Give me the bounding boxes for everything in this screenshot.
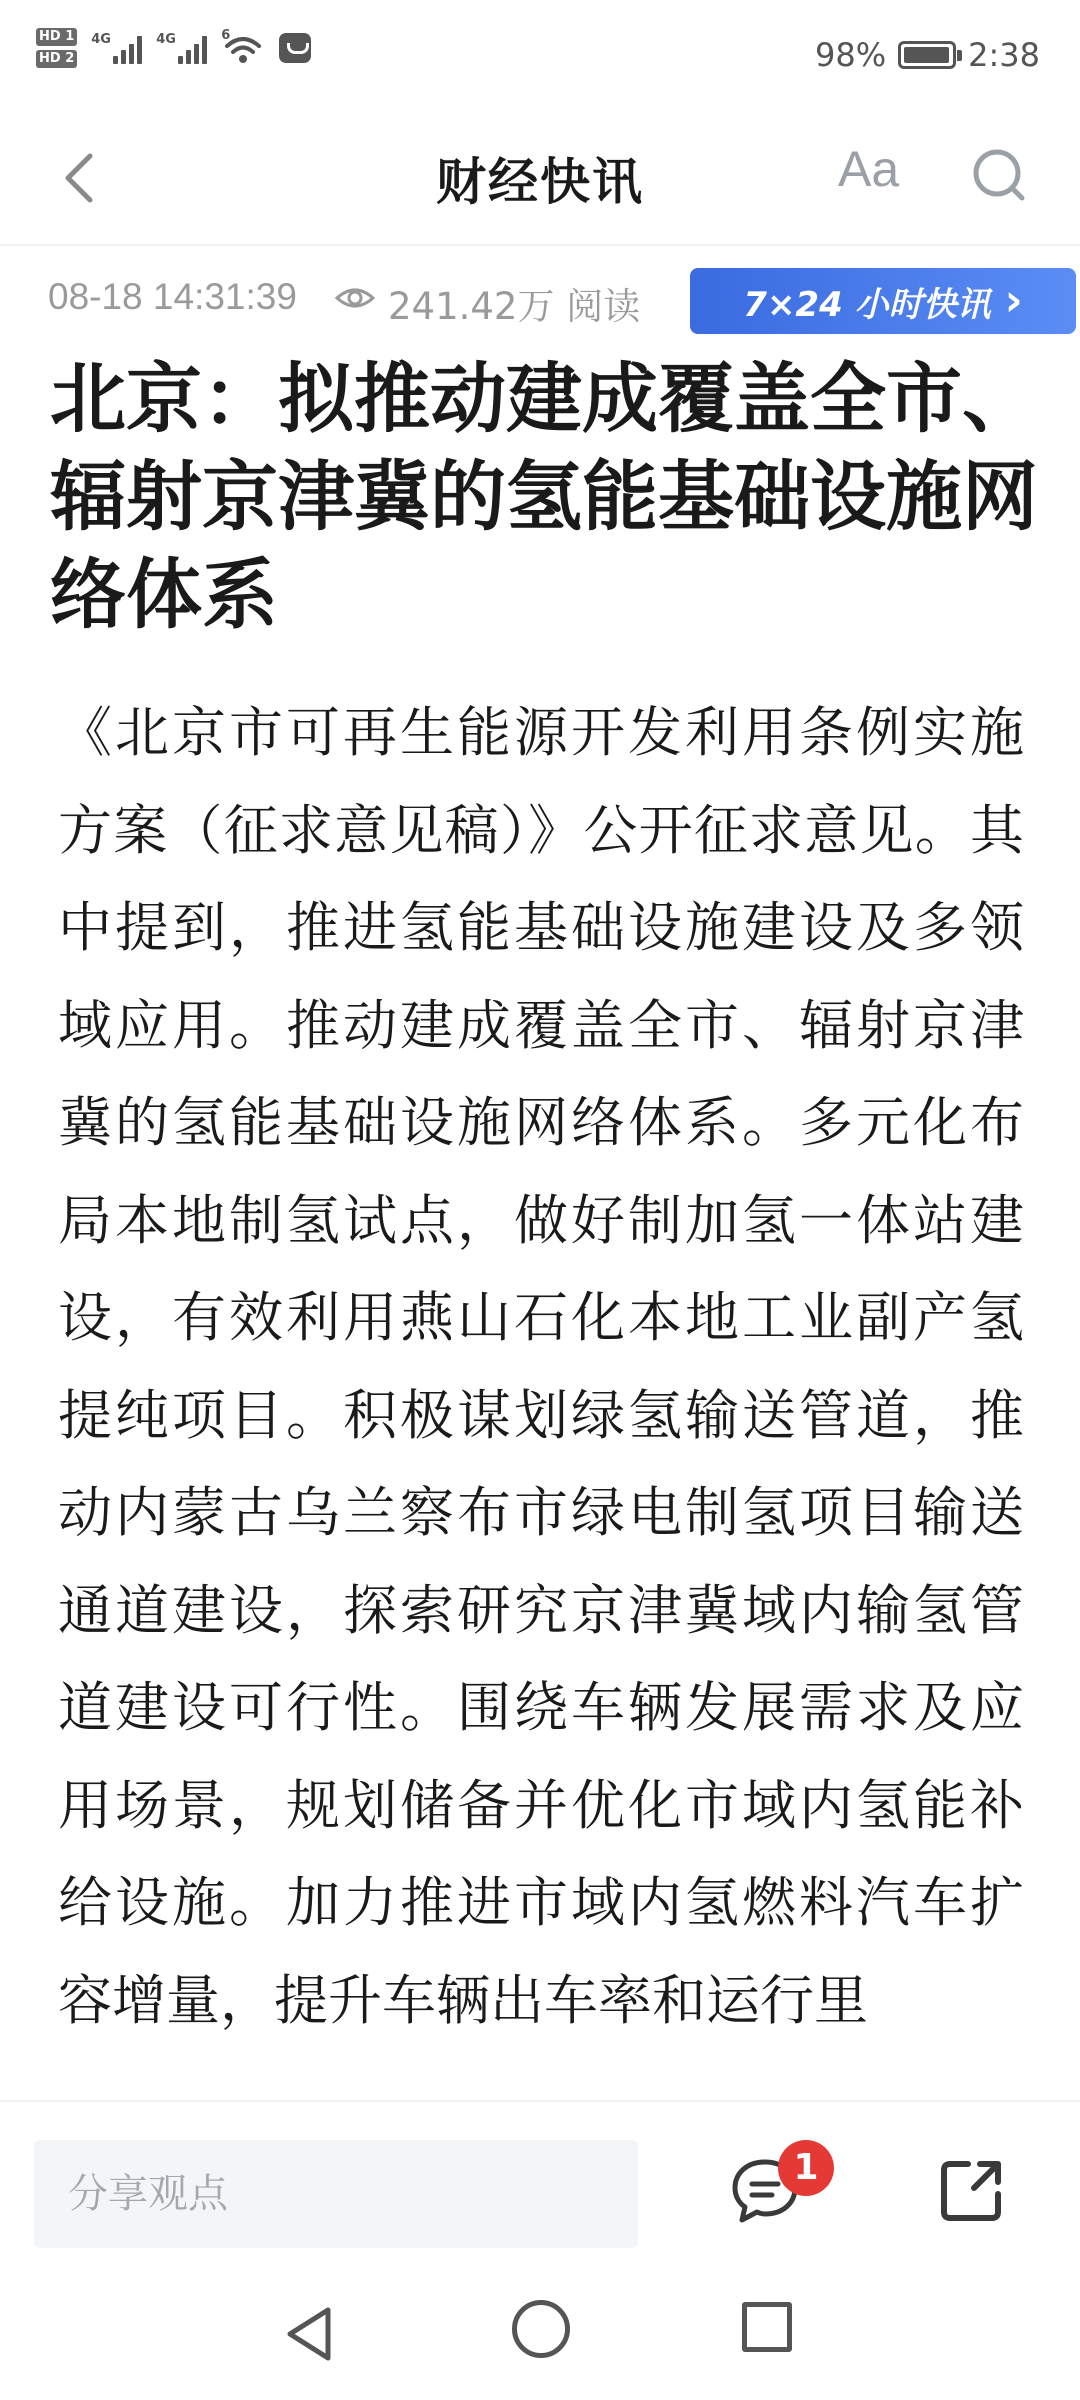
article-headline: 北京：拟推动建成覆盖全市、辐射京津冀的氢能基础设施网络体系 — [50, 354, 1038, 639]
system-back-button[interactable] — [280, 2302, 340, 2366]
bottom-action-bar — [0, 2100, 1080, 2278]
view-count: 241.42万 阅读 — [388, 285, 641, 328]
wifi-label: 6 — [221, 28, 231, 43]
sim2-network-label: 4G — [156, 32, 176, 47]
live-news-label: 7×24 小时快讯 — [743, 284, 991, 325]
system-recents-button[interactable] — [742, 2302, 792, 2352]
article-body: 《北京市可再生能源开发利用条例实施方案（征求意见稿）》公开征求意见。其中提到，推进氢能基础设施建设及多领域应用。推动建成覆盖全市、辐射京津冀的氢能基础设施网络体系。多元化布局本地制氢试点，做好制加氢一体站建设，有效利用燕山石化本地工业副产氢提纯项目。积极谋划绿氢输送管道，推动内蒙古乌兰察布市绿电制氢项目输送通道建设，探索研究京津冀域内输氢管道建设可行性。围绕车辆发展需求及应用场景，规划储备并优化市域内氢能补给设施。加力推进市域内氢燃料汽车扩容增量，提升车辆出车率和运行里 — [58, 701, 1024, 2032]
battery-icon — [898, 41, 956, 69]
search-icon — [968, 144, 1032, 208]
page-title: 财经快讯 — [436, 153, 644, 211]
font-size-button[interactable]: Aa — [838, 141, 900, 197]
battery-percent: 98% — [815, 36, 887, 74]
app-notification-icon — [279, 33, 311, 63]
sim1-signal-icon — [91, 32, 142, 64]
comment-count-badge: 1 — [778, 2140, 834, 2196]
publish-time: 08-18 14:31:39 — [48, 276, 297, 317]
clock: 2:38 — [968, 36, 1040, 74]
sim2-signal-icon — [156, 32, 207, 64]
hd1-indicator: HD 1 — [36, 28, 77, 46]
article-meta — [48, 268, 1038, 338]
chevron-right-icon: › — [1004, 275, 1023, 326]
wifi-icon — [221, 30, 265, 66]
system-home-button[interactable] — [512, 2300, 570, 2358]
status-bar — [0, 0, 1080, 118]
eye-icon — [334, 282, 376, 314]
share-button[interactable] — [934, 2152, 1010, 2228]
search-button[interactable] — [968, 144, 1032, 208]
comment-input[interactable]: 分享观点 — [34, 2140, 638, 2248]
sim1-network-label: 4G — [91, 32, 111, 47]
triangle-back-icon — [280, 2302, 340, 2366]
hd2-indicator: HD 2 — [36, 50, 77, 68]
app-header — [0, 118, 1080, 246]
system-navigation-bar — [0, 2278, 1080, 2400]
live-news-tag[interactable] — [690, 268, 1076, 334]
share-icon — [934, 2152, 1010, 2228]
